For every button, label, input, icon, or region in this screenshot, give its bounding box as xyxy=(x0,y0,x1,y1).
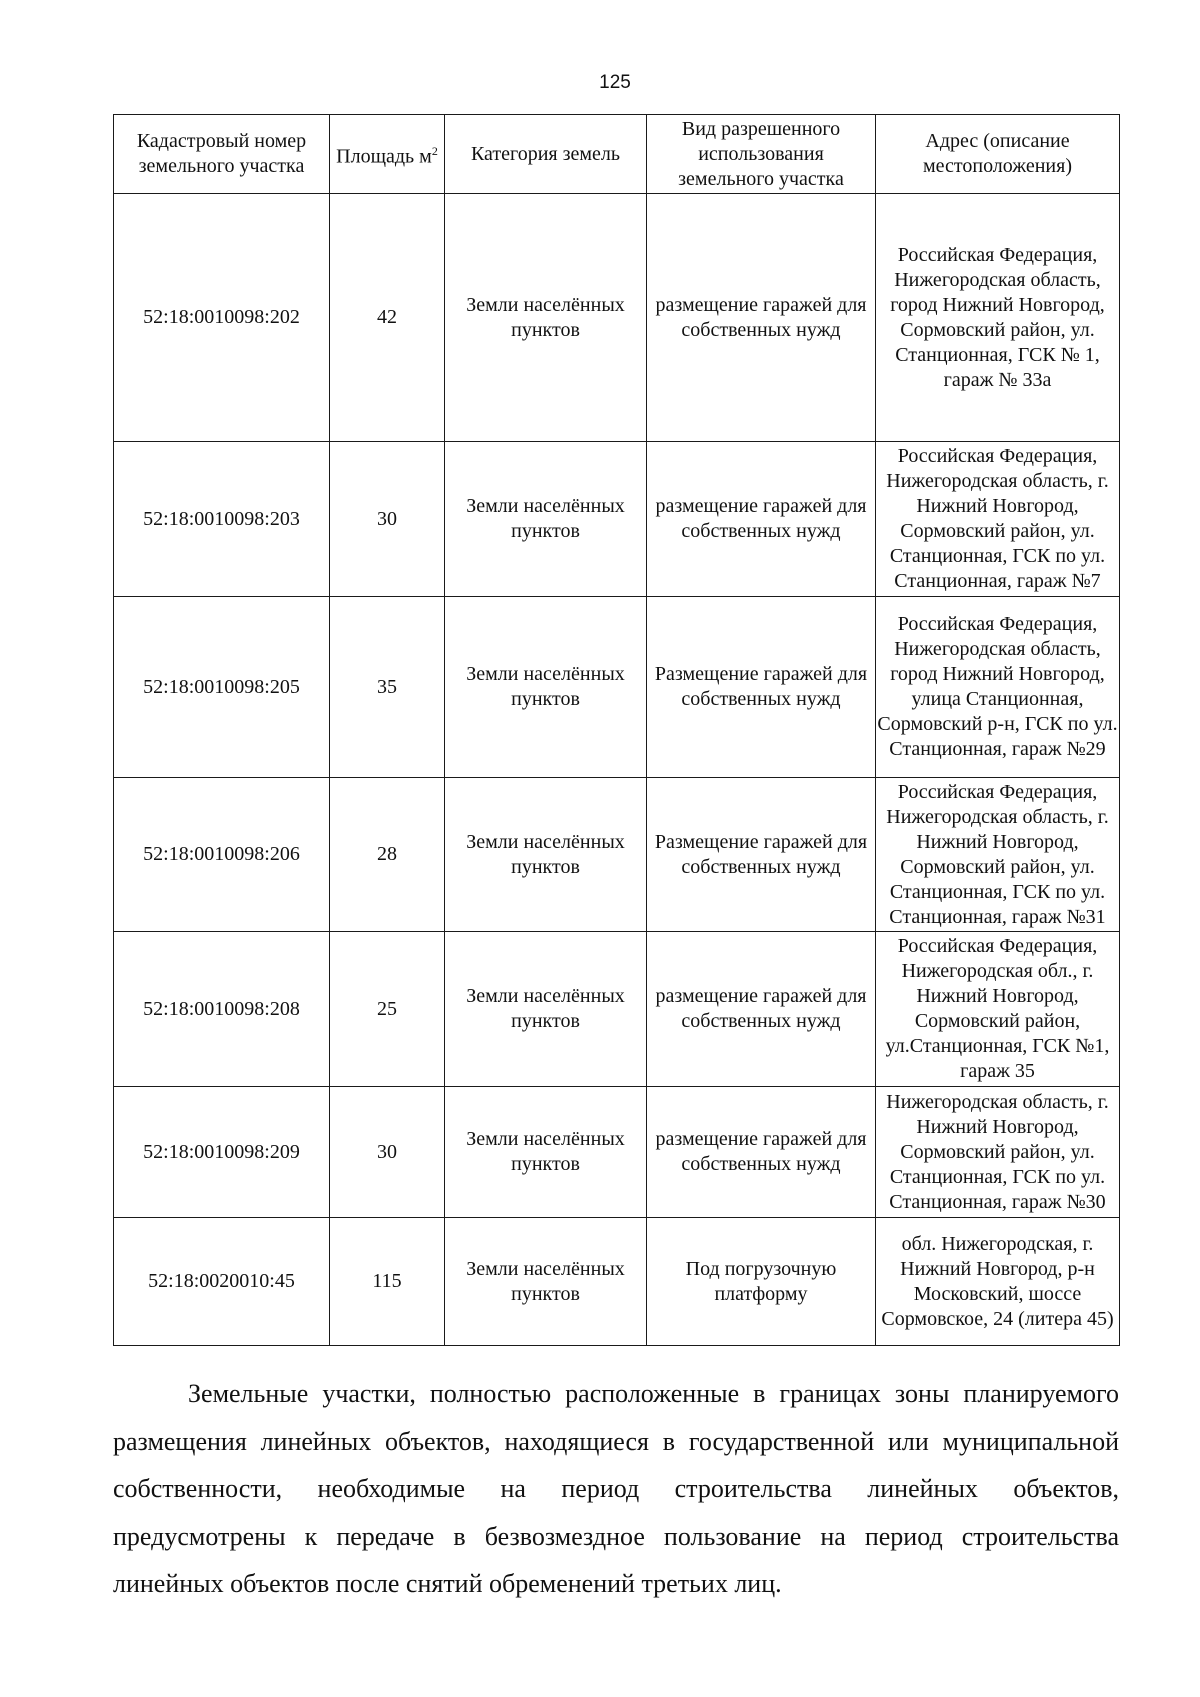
cell-area: 28 xyxy=(330,778,445,932)
cell-permitted-use: Под погрузочную платформу xyxy=(647,1218,876,1346)
header-land-category: Категория земель xyxy=(445,115,647,194)
cell-address: Российская Федерация, Нижегородская область, город Нижний Новгород, Сормовский район, ул. Станционная, ГСК № 1, гараж № 33а xyxy=(876,194,1120,442)
table-row xyxy=(114,597,1120,778)
cell-address: Российская Федерация, Нижегородская область, г. Нижний Новгород, Сормовский район, ул. Станционная, ГСК по ул. Станционная, гараж №7 xyxy=(876,442,1120,597)
cell-area: 35 xyxy=(330,597,445,778)
cell-land-category: Земли населённых пунктов xyxy=(445,194,647,442)
cell-permitted-use: размещение гаражей для собственных нужд xyxy=(647,932,876,1087)
cell-cadastral-number: 52:18:0010098:208 xyxy=(114,932,330,1087)
header-address: Адрес (описание местоположения) xyxy=(876,115,1120,194)
cell-address: Российская Федерация, Нижегородская область, г. Нижний Новгород, Сормовский район, ул. Станционная, ГСК по ул. Станционная, гараж №31 xyxy=(876,778,1120,932)
cell-land-category: Земли населённых пунктов xyxy=(445,1218,647,1346)
cell-area: 115 xyxy=(330,1218,445,1346)
cell-permitted-use: размещение гаражей для собственных нужд xyxy=(647,1087,876,1218)
table-row xyxy=(114,932,1120,1087)
cell-cadastral-number: 52:18:0010098:202 xyxy=(114,194,330,442)
cell-land-category: Земли населённых пунктов xyxy=(445,1087,647,1218)
table-header-row xyxy=(114,115,1120,194)
table-row xyxy=(114,1087,1120,1218)
cell-land-category: Земли населённых пунктов xyxy=(445,442,647,597)
cell-cadastral-number: 52:18:0010098:205 xyxy=(114,597,330,778)
header-area-label: Площадь м xyxy=(336,145,432,168)
cell-address: обл. Нижегородская, г. Нижний Новгород, р-н Московский, шоссе Сормовское, 24 (литера 45) xyxy=(876,1218,1120,1346)
cell-address: Российская Федерация, Нижегородская область, город Нижний Новгород, улица Станционная, Сормовский р-н, ГСК по ул. Станционная, гараж №29 xyxy=(876,597,1120,778)
land-plots-table xyxy=(113,114,1120,1346)
header-area-superscript: 2 xyxy=(431,143,438,158)
cell-address: Нижегородская область, г. Нижний Новгород, Сормовский район, ул. Станционная, ГСК по ул. Станционная, гараж №30 xyxy=(876,1087,1120,1218)
body-paragraph xyxy=(113,1370,1119,1608)
header-area xyxy=(330,115,445,194)
cell-land-category: Земли населённых пунктов xyxy=(445,597,647,778)
cell-cadastral-number: 52:18:0020010:45 xyxy=(114,1218,330,1346)
cell-cadastral-number: 52:18:0010098:206 xyxy=(114,778,330,932)
cell-permitted-use: размещение гаражей для собственных нужд xyxy=(647,442,876,597)
paragraph-text: Земельные участки, полностью расположенные в границах зоны планируемого размещения линейных объектов, находящиеся в государственной или муниципальной собственности, необходимые на период строительства линейных объектов, предусмотрены к передаче в безвозмездное пользование на период строительства линейных объектов после снятий обременений третьих лиц. xyxy=(113,1379,1119,1598)
cell-permitted-use: Размещение гаражей для собственных нужд xyxy=(647,597,876,778)
table-row xyxy=(114,194,1120,442)
cell-area: 25 xyxy=(330,932,445,1087)
cell-area: 30 xyxy=(330,442,445,597)
cell-permitted-use: Размещение гаражей для собственных нужд xyxy=(647,778,876,932)
table-row xyxy=(114,778,1120,932)
cell-cadastral-number: 52:18:0010098:209 xyxy=(114,1087,330,1218)
cell-land-category: Земли населённых пунктов xyxy=(445,778,647,932)
cell-area: 42 xyxy=(330,194,445,442)
cell-area: 30 xyxy=(330,1087,445,1218)
page-number: 125 xyxy=(599,72,631,93)
table-row xyxy=(114,1218,1120,1346)
header-cadastral-number: Кадастровый номер земельного участка xyxy=(114,115,330,194)
cell-address: Российская Федерация, Нижегородская обл., г. Нижний Новгород, Сормовский район, ул.Станционная, ГСК №1, гараж 35 xyxy=(876,932,1120,1087)
cell-cadastral-number: 52:18:0010098:203 xyxy=(114,442,330,597)
cell-land-category: Земли населённых пунктов xyxy=(445,932,647,1087)
header-permitted-use: Вид разрешенного использования земельного участка xyxy=(647,115,876,194)
cell-permitted-use: размещение гаражей для собственных нужд xyxy=(647,194,876,442)
table-row xyxy=(114,442,1120,597)
